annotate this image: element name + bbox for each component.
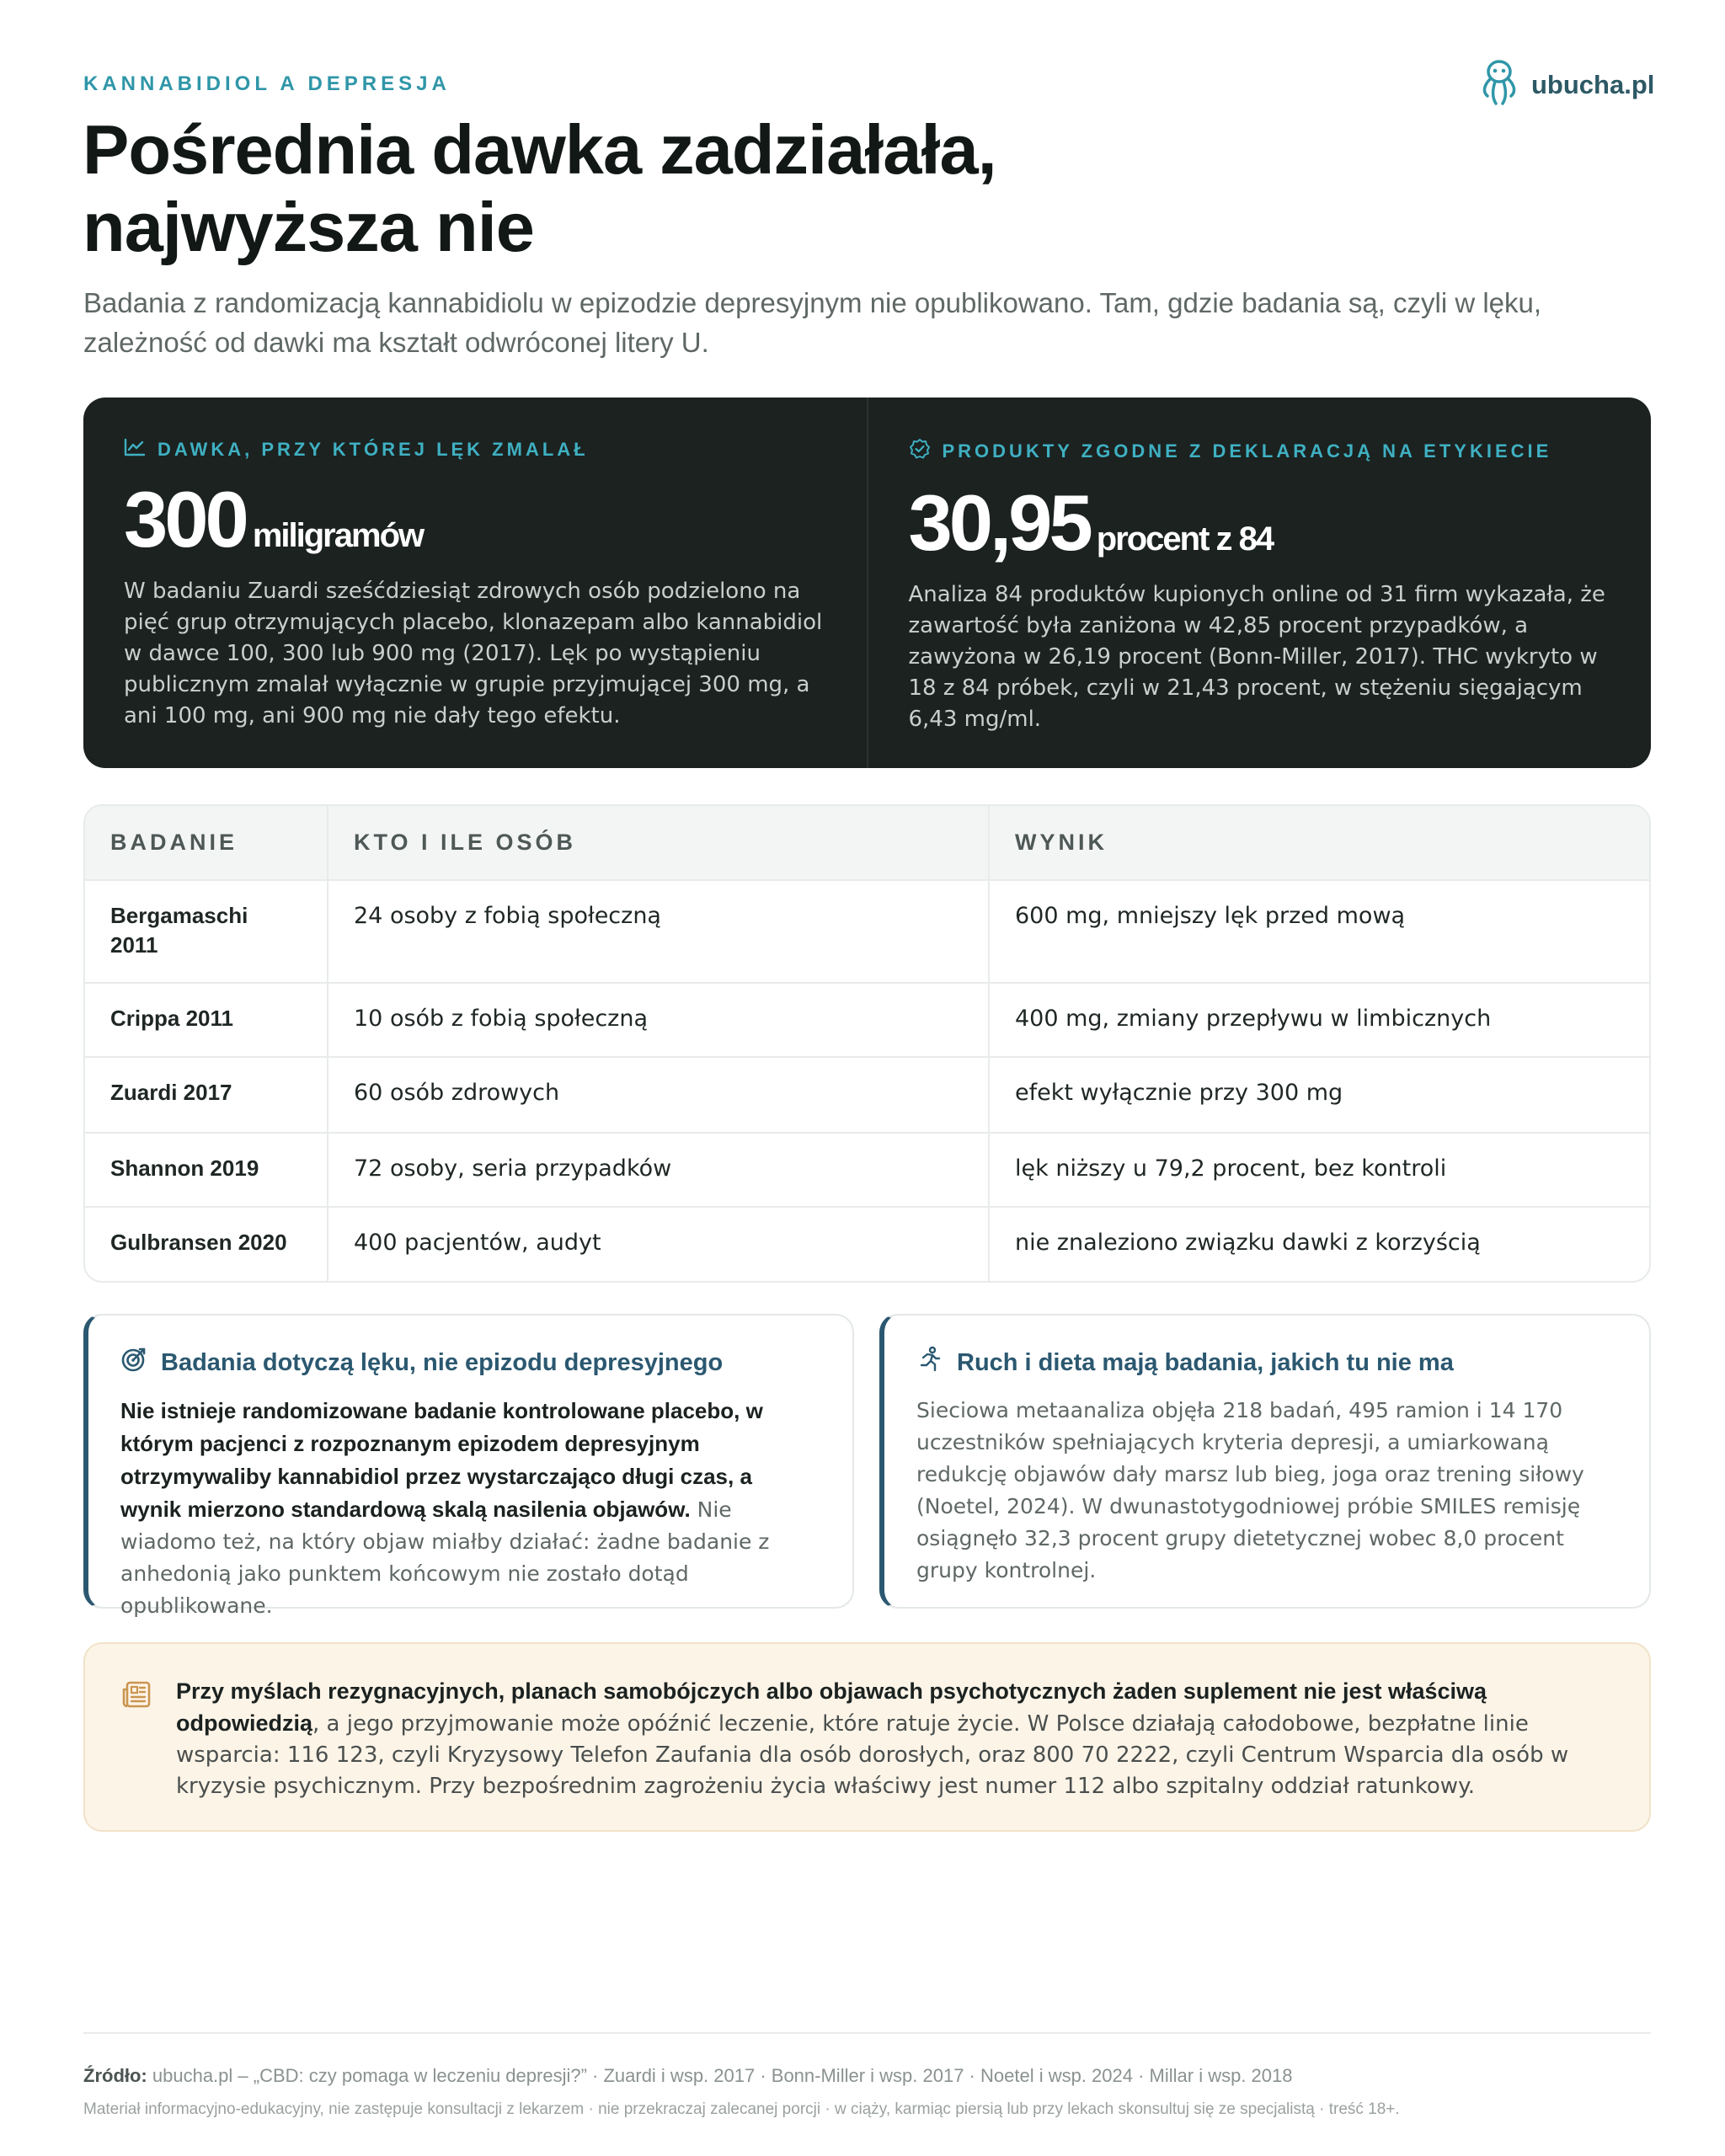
footer-divider	[83, 2032, 1651, 2034]
table-row	[85, 1207, 1649, 1281]
table-cell-study	[85, 880, 328, 983]
newspaper-icon	[122, 1681, 151, 1712]
footer-sources	[83, 2065, 1292, 2087]
table-cell-result: nie znaleziono związku dawki z korzyścią	[989, 1207, 1649, 1281]
octopus-icon	[1479, 57, 1519, 112]
table-cell-study: Shannon 2019	[85, 1133, 328, 1207]
stat-labels-description: Analiza 84 produktów kupionych online od 31 firm wykazała, że zawartość była zaniżona w 42,85 procent przypadków, a zawyżona w 26,19 procent (Bonn-Miller, 2017). THC wykryto w 18 z 84 próbek, czyli w 21,43 procent, w stężeniu sięgającym 6,43 mg/ml.	[908, 582, 1605, 732]
crisis-warning-rest: , a jego przyjmowanie może opóźnić leczenie, które ratuje życie. W Polsce działają całodobowe, bezpłatne linie wsparcia: 116 123, czyli Kryzysowy Telefon Zaufania dla osób dorosłych, oraz 800 70 2222, czyli Centrum Wsparcia dla osób w kryzysie psychicznym. Przy bezpośrednim zagrożeniu życia właściwy jest numer 112 albo szpitalny oddział ratunkowy.	[176, 1711, 1569, 1799]
footer-source-label: Źródło:	[83, 2065, 147, 2086]
stat-dose-value: 300	[124, 475, 246, 563]
table-cell-who: 60 osób zdrowych	[328, 1057, 989, 1133]
table-cell-result: 600 mg, mniejszy lęk przed mową	[989, 880, 1649, 983]
card-exercise-title	[916, 1346, 1616, 1380]
table-cell-result: lęk niższy u 79,2 procent, bez kontroli	[989, 1133, 1649, 1207]
table-row	[85, 983, 1649, 1057]
stats-panel	[83, 398, 1651, 768]
brand-logo[interactable]	[1479, 57, 1654, 112]
table-header-row	[85, 806, 1649, 880]
page-subtitle: Badania z randomizacją kannabidiolu w epizodzie depresyjnym nie opublikowano. Tam, gdzie badania są, czyli w lęku, zależność od dawki ma kształt odwróconej litery U.	[83, 287, 1542, 358]
column-header-who: KTO I ILE OSÓB	[328, 806, 989, 880]
card-anxiety-body	[120, 1395, 819, 1622]
studies-table	[83, 804, 1651, 1283]
card-anxiety-title-text: Badania dotyczą lęku, nie epizodu depresyjnego	[161, 1348, 724, 1376]
title-line-2: najwyższa nie	[83, 188, 534, 266]
table-cell-who: 10 osób z fobią społeczną	[328, 983, 989, 1057]
crisis-warning-box	[83, 1642, 1651, 1832]
column-header-result: WYNIK	[989, 806, 1649, 880]
studies-table-grid	[85, 806, 1649, 1281]
table-cell-who: 400 pacjentów, audyt	[328, 1207, 989, 1281]
table-cell-study: Zuardi 2017	[85, 1057, 328, 1133]
card-anxiety-title	[120, 1346, 819, 1380]
card-anxiety-text: Nie wiadomo też, na który objaw miałby działać: żadne badanie z anhedonią jako punktem końcowym nie zostało dotąd opublikowane.	[120, 1497, 770, 1618]
table-row	[85, 1133, 1649, 1207]
card-exercise-diet	[879, 1314, 1651, 1609]
stat-dose-label	[124, 438, 826, 462]
stat-dose-unit: miligramów	[252, 517, 424, 554]
footer-source-text: ubucha.pl – „CBD: czy pomaga w leczeniu depresji?” · Zuardi i wsp. 2017 · Bonn-Miller i wsp. 2017 · Noetel i wsp. 2024 · Millar i wsp. 2018	[147, 2065, 1293, 2086]
column-header-study: BADANIE	[85, 806, 328, 880]
table-row	[85, 880, 1649, 983]
stat-labels-unit: procent z 84	[1096, 520, 1274, 558]
table-cell-study: Gulbransen 2020	[110, 1230, 287, 1255]
page-title	[83, 111, 1346, 266]
title-line-1: Pośrednia dawka zadziałała,	[83, 110, 996, 189]
line-chart-icon	[124, 438, 146, 462]
stat-labels-label-text: PRODUKTY ZGODNE Z DEKLARACJĄ NA ETYKIECIE	[942, 440, 1552, 462]
study-name: Bergamaschi 2011	[110, 903, 248, 958]
table-cell-result: efekt wyłącznie przy 300 mg	[989, 1057, 1649, 1133]
target-icon	[120, 1346, 147, 1380]
card-exercise-body: Sieciowa metaanaliza objęła 218 badań, 495 ramion i 14 170 uczestników spełniających kryteria depresji, a umiarkowaną redukcję objawów dały marsz lub bieg, joga oraz trening siłowy (Noetel, 2024). W dwunastotygodniowej próbie SMILES remisję osiągnęło 32,3 procent grupy dietetycznej wobec 8,0 procent grupy kontrolnej.	[916, 1398, 1584, 1582]
table-row	[85, 1057, 1649, 1133]
logo-text: ubucha.pl	[1531, 69, 1655, 99]
card-exercise-title-text: Ruch i dieta mają badania, jakich tu nie ma	[957, 1348, 1454, 1376]
eyebrow-label: KANNABIDIOL A DEPRESJA	[83, 72, 451, 95]
stat-dose-label-text: DAWKA, PRZY KTÓREJ LĘK ZMALAŁ	[158, 439, 589, 460]
stat-labels-value: 30,95	[908, 478, 1090, 567]
table-cell-result: 400 mg, zmiany przepływu w limbicznych	[989, 983, 1649, 1057]
table-cell-who: 24 osoby z fobią społeczną	[328, 880, 989, 983]
table-cell-who: 72 osoby, seria przypadków	[328, 1133, 989, 1207]
stat-dose	[83, 398, 867, 768]
badge-check-icon	[909, 438, 931, 465]
running-person-icon	[916, 1346, 943, 1380]
crisis-warning-bold: Przy myślach rezygnacyjnych, planach samobójczych albo objawach psychotycznych żaden suplement nie jest właściwą odpowiedzią	[176, 1678, 1487, 1736]
stat-labels-label	[909, 438, 1611, 465]
stat-labels	[867, 398, 1652, 768]
stat-dose-description: W badaniu Zuardi sześćdziesiąt zdrowych osób podzielono na pięć grup otrzymujących placebo, klonazepam albo kannabidiol w dawce 100, 300 lub 900 mg (2017). Lęk po wystąpieniu publicznym zmalał wyłącznie w grupie przyjmującej 300 mg, a ani 100 mg, ani 900 mg nie dały tego efektu.	[124, 579, 823, 728]
card-anxiety-bold: Nie istnieje randomizowane badanie kontrolowane placebo, w którym pacjenci z rozpoznanym epizodem depresyjnym otrzymywaliby kannabidiol przez wystarczająco długi czas, a wynik mierzono standardową skalą nasilenia objawów.	[120, 1398, 763, 1522]
table-cell-study: Crippa 2011	[85, 983, 328, 1057]
stat-labels-value-row	[909, 477, 1611, 569]
stat-dose-value-row	[124, 473, 826, 566]
footer-disclaimer: Materiał informacyjno-edukacyjny, nie zastępuje konsultacji z lekarzem · nie przekraczaj zalecanej porcji · w ciąży, karmiąc piersią lub przy lekach skonsultuj się ze specjalistą · treść 18+.	[83, 2100, 1400, 2118]
card-anxiety-not-depression	[83, 1314, 854, 1618]
crisis-warning-text	[176, 1676, 1607, 1802]
